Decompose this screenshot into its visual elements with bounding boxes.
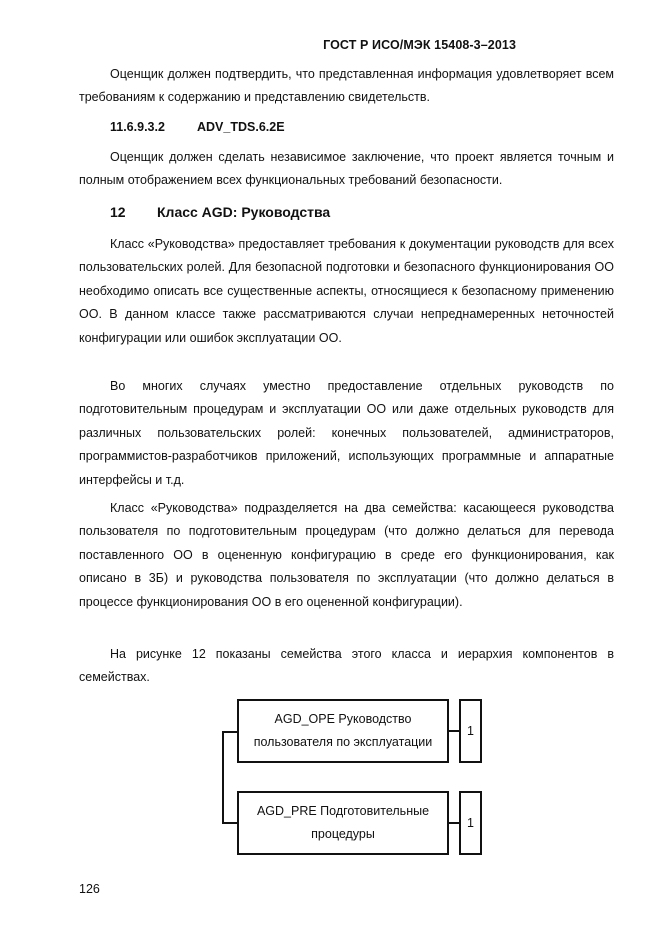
paragraph-families: Класс «Руководства» подразделяется на два семейства: касающееся руководства пользователя по подготовительным процедурам (что должно делаться для перевода поставленного ОО в оцененную конфигурацию в среде его функционирования, как описано в 3Б) и руководства пользователя по эксплуатации (что должно делаться в процессе функционирования ОО в его оцененной конфигурации). <box>79 501 614 609</box>
paragraph-separate-guides: Во многих случаях уместно предоставление отдельных руководств по подготовительным процедурам и эксплуатации ОО или даже отдельных руководств для различных пользовательских ролей: конечных пользователей, администраторов, программистов-разработчиков приложений, использующих программные и аппаратные интерфейсы и т.д. <box>79 379 614 487</box>
family-box-agd-pre <box>237 791 449 855</box>
paragraph-figure-ref: На рисунке 12 показаны семейства этого класса и иерархия компонентов в семействах. <box>79 647 614 685</box>
hierarchy-branch-line-pre <box>222 822 238 824</box>
component-level-pre: 1 <box>467 816 474 830</box>
clause-number: 11.6.9.3.2 <box>110 120 165 134</box>
hierarchy-branch-line-ope <box>222 731 238 733</box>
family-name-agd-ope: AGD_OPE Руководство <box>274 712 412 726</box>
clause-title: ADV_TDS.6.2E <box>197 120 285 134</box>
family-name-agd-pre: AGD_PRE Подготовительные <box>256 804 430 818</box>
paragraph-evaluator-determine: Оценщик должен сделать независимое заключение, что проект является точным и полным отображением всех функциональных требований безопасности. <box>79 150 614 188</box>
hierarchy-trunk-line <box>222 731 224 824</box>
standard-header: ГОСТ Р ИСО/МЭК 15408-3–2013 <box>323 38 516 52</box>
family-desc-agd-pre: процедуры <box>311 827 375 841</box>
family-desc-agd-ope: пользователя по эксплуатации <box>253 735 433 749</box>
page-number: 126 <box>79 882 100 896</box>
component-box-pre <box>459 791 482 855</box>
family-box-agd-ope <box>237 699 449 763</box>
section-title: Класс AGD: Руководства <box>157 204 331 220</box>
paragraph-class-intro: Класс «Руководства» предоставляет требования к документации руководств для всех пользовательских ролей. Для безопасной подготовки и безопасного функционирования ОО необходимо описать все существенные аспекты, относящиеся к безопасному применению ОО. В данном классе также рассматриваются случаи непреднамеренных неточностей конфигурации или ошибок эксплуатации ОО. <box>79 237 614 345</box>
component-box-ope <box>459 699 482 763</box>
clause-heading <box>110 120 285 134</box>
section-number: 12 <box>110 204 126 220</box>
paragraph-evaluator-confirm: Оценщик должен подтвердить, что представленная информация удовлетворяет всем требованиям к содержанию и представлению свидетельств. <box>79 67 614 105</box>
component-level-ope: 1 <box>467 724 474 738</box>
section-heading <box>110 204 330 220</box>
